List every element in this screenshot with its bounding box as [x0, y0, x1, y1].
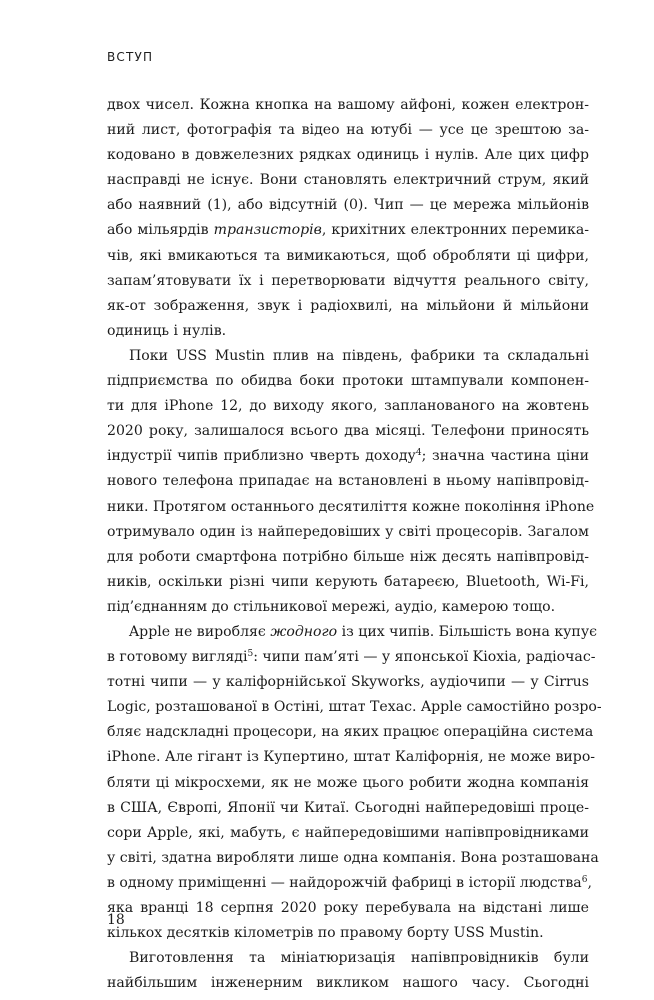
text-line: насправді не існує. Вони становлять електричний струм, який	[107, 172, 589, 189]
text-line: сори Apple, які, мабуть, є найпередовішими напівпровідниками	[107, 824, 589, 841]
text-line: індустрії чипів приблизно чверть доходу$^4$; значна частина ціни	[107, 448, 589, 465]
paragraph	[107, 93, 589, 344]
footnote-marker[interactable]: 6	[581, 874, 588, 885]
text-line: підприємства по обидва боки протоки штампували компонен-	[107, 373, 589, 390]
footnote-marker[interactable]: 4	[415, 448, 422, 459]
italic-emphasis: жодного	[270, 623, 338, 640]
text-line: під’єднанням до стільникової мережі, аудіо, камерою тощо.	[107, 598, 556, 615]
body-text	[107, 93, 602, 996]
text-line: тотні чипи — у каліфорнійської Skyworks, аудіочипи — у Cirrus	[107, 674, 589, 691]
text-line: кількох десятків кілометрів по правому борту USS Mustin.	[107, 925, 544, 942]
text-line: Поки USS Mustin плив на південь, фабрики та складальні	[129, 347, 589, 364]
text-line: у світі, здатна виробляти лише одна компанія. Вона розташована	[107, 849, 599, 866]
text-line: нового телефона припадає на встановлені в ньому напівпровід-	[107, 473, 589, 490]
text-line: в США, Європі, Японії чи Китаї. Сьогодні найпередовіші проце-	[107, 799, 589, 816]
text-line: яка вранці 18 серпня 2020 року перебувала на відстані лише	[107, 900, 589, 916]
paragraph	[107, 344, 595, 620]
text-line: або мільярдів транзисторів, крихітних електронних перемика-	[107, 222, 589, 239]
text-line: ників, оскільки різні чипи керують батареєю, Bluetooth, Wi-Fi,	[107, 573, 589, 590]
text-line: Виготовлення та мініатюризація напівпровідників були	[129, 950, 589, 967]
text-line: чів, які вмикаються та вимикаються, щоб обробляти ці цифри,	[107, 247, 589, 264]
running-head: ВСТУП	[107, 50, 154, 64]
text-line: ники. Протягом останнього десятиліття кожне покоління iPhone	[107, 498, 595, 515]
paragraph	[107, 620, 602, 946]
text-line: запам’ятовувати їх і перетворювати відчуття реального світу,	[107, 272, 589, 289]
text-line: або наявний (1), або відсутній (0). Чип — це мережа мільйонів	[107, 197, 589, 214]
text-line: одиниць і нулів.	[107, 322, 227, 339]
footnote-marker[interactable]: 5	[247, 649, 254, 660]
text-line: отримувало один із найпередовіших у світі процесорів. Загалом	[107, 523, 589, 540]
text-line: в готовому вигляді$^5$: чипи пам’яті — у японської Kioxia, радіочас-	[107, 649, 596, 666]
text-line: найбільшим інженерним викликом нашого часу. Сьогодні	[107, 975, 589, 992]
text-line: як-от зображення, звук і радіохвилі, на мільйони й мільйони	[107, 297, 589, 314]
text-line: в одному приміщенні — найдорожчій фабриці в історії людства$^6$,	[107, 874, 592, 891]
text-line: 2020 року, залишалося всього два місяці. Телефони приносять	[107, 423, 589, 440]
text-line: ти для iPhone 12, до виходу якого, запланованого на жовтень	[107, 398, 589, 415]
paragraph	[107, 946, 589, 996]
text-line: бляти ці мікросхеми, як не може цього робити жодна компанія	[107, 774, 589, 791]
text-line: бляє надскладні процесори, на яких працює операційна система	[107, 724, 594, 741]
text-line: для роботи смартфона потрібно більше ніж десять напівпровід-	[107, 548, 589, 565]
text-line: кодовано в довжелезних рядках одиниць і нулів. Але цих цифр	[107, 147, 589, 164]
page-number: 18	[107, 912, 125, 928]
text-line: ний лист, фотографія та відео на ютубі — усе це зрештою за-	[107, 122, 589, 139]
text-line: двох чисел. Кожна кнопка на вашому айфоні, кожен електрон-	[107, 97, 589, 113]
text-line: iPhone. Але гігант із Купертино, штат Каліфорнія, не може виро-	[107, 749, 596, 766]
text-line: Apple не виробляє жодного із цих чипів. Більшість вона купує	[129, 623, 598, 640]
italic-emphasis: транзисторів	[213, 222, 322, 239]
text-line: Logic, розташованої в Остіні, штат Техас. Apple самостійно розро-	[107, 699, 602, 716]
